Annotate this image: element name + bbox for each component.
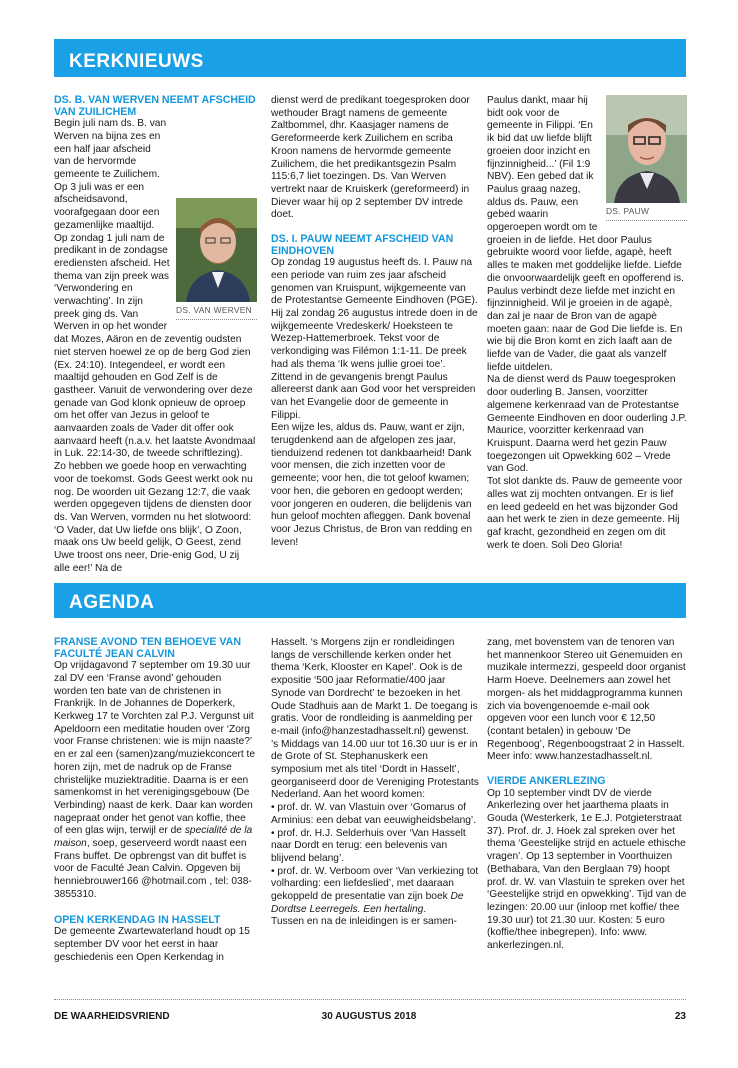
agenda-column-2 — [271, 637, 479, 929]
article-body: Een wijze les, aldus ds. Pauw, want er zijn, terugdenkend aan de afgelopen zes jaar, tienduizend redenen tot dankbaarheid! Dank voor mensen, die zich inzetten voor de gemeente; voor hen, die tot geloof kwamen; voor hen, die geboren en gedoopt werden; voor jongeren en ouderen, die belijdenis van hun geloof mochten afleggen. Dank bovenal voor Jezus Christus, de Bron van redding en leven! — [271, 422, 473, 548]
agenda-bullet — [271, 866, 479, 917]
agenda-body: Hasselt. ‘s Morgens zijn er rondleidingen langs de verschillende kerken onder het thema ‘Kerk, Klooster en Kapel’. Ook is de expositie ‘500 jaar Reformatie/400 jaar Synode van Dordrecht’ te bezoeken in het Oude Stadhuis aan de Markt 1. De toegang is gratis. Voor de rondleiding is aanmelding per e-mail (info@hanzestadhasselt.nl) gewenst. — [271, 637, 478, 737]
agenda-body: De gemeente Zwartewaterland houdt op 15 september DV voor het eerst in haar geschiedenis een Open Kerkendag in — [54, 926, 250, 963]
article-body: Begin juli nam ds. B. van Werven na bijna zes en een half jaar afscheid van de hervormde gemeente te Zuilichem. Op 3 juli was er een afscheidsavond, voorafgegaan door een gezamenlijke maaltijd. Op zondag 1 juli nam de predikant in de zondagse erediensten afscheid. Het thema van zijn preek was ‘Verwondering en verwachting’. In zijn preek ging ds. Van Werven in op het wonder dat Mozes, Aäron en de zeventig oudsten niet sterven hoewel ze op de berg God zien (Ex. 24:10). Integendeel, er wordt een maaltijd gehouden en God Zelf is de gastheer. Vanuit de verwondering over deze genade van God klonk opnieuw de oproep om het offer van Jezus in geloof te aanvaarden zoals de Vader dit offer ook aanvaard heeft (n.a.v. het laatste Avondmaal in Luk. 22:14-30, de tweede schriftlezing). Zo hebben we goede hoop en verwachting voor de toekomst. Gods Geest werkt ook nu nog. De woorden uit Gezang 12:7, die vaak werden opgegeven tijdens de diensten door ds. Van Werven, vormden nu het slotwoord: ‘O Vader, dat Uw liefde ons blijk’, O Zoon, maak ons Uw beeld gelijk, O Geest, zend Uwe troost ons neer, Drie-enig God, U zij alle eer!’ Na de — [54, 118, 256, 574]
text-run: • prof. dr. W. Verboom over ‘Van verkiezing tot volharding: een liefdeslied’, met daaraan gekoppeld de presentatie van zijn boek — [271, 865, 479, 903]
page-number: 23 — [674, 1011, 686, 1022]
text-run: Op vrijdagavond 7 september om 19.30 uur zal DV een ‘Franse avond’ gehouden worden ten bate van de christenen in Frankrijk. In de Johannes de Doperkerk, Kerkweg 17 te Vorchten zal P.J. Vergunst uit Apeldoorn een meditatie houden over ‘Zorg voor Franse christenen: wie is mijn naaste?’ en er zal een (samen)zang/muziekconcert te horen zijn, met de nadruk op de Franse christelijke muziektraditie. Daarna is er een samenkomst in het verenigingsgebouw (De Verbinding) naast de kerk. Daar kan worden nagepraat onder het genot van koffie, thee of een glas wijn, terwijl er de — [54, 660, 256, 837]
agenda-body: zang, met bovenstem van de tenoren van het mannenkoor Stereo uit Genemuiden en muzikale intermezzi, gespeeld door organist Harm Hoeve. Deelnemers aan zowel het morgen- als het middagprogramma kunnen zich via bovengenoemde e-mail ook opgeven voor een lunch voor € 12,50 (contant betalen) in gebouw ‘De Regenboog’, Regenboogstraat 2 in Hasselt. Meer info: www.hanzestadhasselt.nl. — [487, 637, 686, 763]
photo-caption: DS. PAUW — [606, 206, 687, 221]
agenda-column-3 — [487, 637, 687, 953]
text-run-italic: De Dordtse Leerregels. Een hertaling — [271, 891, 464, 915]
footer-date: 30 AUGUSTUS 2018 — [321, 1011, 417, 1022]
agenda-body: Tussen en na de inleidingen is er samen- — [271, 916, 457, 928]
agenda-body — [54, 660, 257, 901]
photo-van-werven — [176, 198, 257, 320]
agenda-headline: VIERDE ANKERLEZING — [487, 775, 606, 788]
text-run-italic: specialité de la maison — [54, 825, 253, 850]
article-headline: DS. I. PAUW NEEMT AFSCHEID VAN EINDHOVEN — [271, 233, 454, 257]
photo-caption: DS. VAN WERVEN — [176, 305, 257, 320]
footer-divider — [54, 999, 686, 1000]
agenda-headline: OPEN KERKENDAG IN HASSELT — [54, 913, 221, 926]
article-body: Tot slot dankte ds. Pauw de gemeente voor alles wat zij mochten ontvangen. Er is lief en leed gedeeld en het was bijzonder God aan het werk te zien in deze gemeente. Hij gaf kracht, gezondheid en zegen om dit werk te doen. Soli Deo Gloria! — [487, 476, 683, 551]
text-run: . — [423, 903, 427, 915]
section-title: KERKNIEUWS — [69, 51, 204, 72]
portrait-image — [176, 198, 257, 302]
agenda-headline: FRANSE AVOND TEN BEHOEVE VAN FACULTÉ JEAN CALVIN — [54, 636, 241, 660]
agenda-body: Op 10 september vindt DV de vierde Ankerlezing over het jaarthema plaats in Gouda (Westerkerk, 1e E.J. Potgieterstraat 37). Prof. dr. J. Hoek zal spreken over het thema ‘Geestelijke strijd en actuele ethische vragen’. Op 13 september in Voorthuizen (Bethabara, Van den Berglaan 79) hoopt prof. dr. W. van Vlastuin te spreken over het ‘Geestelijke strijd en opwekking’. Tijd van de lezingen: 20.00 uur (inloop met koffie/ thee 19.30 uur) tot 21.30 uur. Kosten: 5 euro (koffie/thee inbegrepen). Info: www. ankerlezingen.nl. — [487, 787, 687, 952]
article-column-3 — [487, 95, 687, 552]
footer-publication: DE WAARHEIDSVRIEND — [54, 1011, 170, 1022]
agenda-bullet: • prof. dr. W. van Vlastuin over ‘Gomarus of Arminius: een debat van eeuwigheidsbelang’. — [271, 802, 477, 826]
article-body: dienst werd de predikant toegesproken door wethouder Bragt namens de gemeente Zaltbommel, dhr. Kaasjager namens de Gereformeerde kerk Zuilichem en scriba Kroon namens de hervormde gemeente Zuilichem, die het predikantsgezin Psalm 115:6,7 liet toezingen. Ds. Van Werven vertrekt naar de Kruiskerk (gereformeerd) in Diever waar hij op 2 september DV intrede doet. — [271, 95, 470, 221]
portrait-image — [606, 95, 687, 203]
agenda-column-1 — [54, 637, 257, 964]
article-column-1 — [54, 95, 257, 576]
section-title: AGENDA — [69, 592, 155, 613]
article-body: Op zondag 19 augustus heeft ds. I. Pauw na een periode van ruim zes jaar afscheid genomen van Kruispunt, wijkgemeente van de Protestantse Gemeente Eindhoven (PGE). Hij zal zondag 26 augustus intrede doen in de wijkgemeente Vredeskerk/ Hoeksteen te Wezep-Hattemerbroek. Tekst voor de verkondiging was Filémon 1:1-11. De preek had als thema ‘Ik wens jullie groei toe’. Zittend in de gevangenis brengt Paulus allereerst dank aan God voor het verspreiden van het Evangelie door de gemeente in Filippi. — [271, 257, 478, 421]
article-column-2 — [271, 95, 479, 549]
photo-pauw — [606, 95, 687, 221]
agenda-body: ’s Middags van 14.00 uur tot 16.30 uur is er in de Grote of St. Stephanuskerk een symposium met als titel ‘Dordt in Hasselt’, georganiseerd door de Vereniging Protestants Nederland. Aan het woord komen: — [271, 738, 479, 801]
text-run: , soep, geserveerd wordt naast een Frans buffet. De opbrengst van dit buffet is voor de Faculté Jean Calvin. Opgeven bij henniebrouwer166 @hotmail.com , tel: 038-3855310. — [54, 838, 252, 900]
section-banner-kerknieuws — [54, 39, 686, 77]
agenda-bullet: • prof. dr. H.J. Selderhuis over ‘Van Hasselt naar Dordt en terug: een belevenis van blijvend belang’. — [271, 827, 466, 864]
article-headline: DS. B. VAN WERVEN NEEMT AFSCHEID VAN ZUILICHEM — [54, 94, 256, 118]
article-body: Paulus dankt, maar hij bidt ook voor de gemeente in Filippi. ‘En ik bid dat uw liefde blijft groeien door inzicht en fijnzinnigheid...’ (Fil 1:9 NBV). Een gebed dat ik Paulus graag nazeg, aldus ds. Pauw, een gebed waarin opgeroepen wordt om te groeien in de liefde. Het door Paulus gebruikte woord voor liefde, agapè, heeft alles te maken met goddelijke liefde. Liefde die onvoorwaardelijk geeft en opofferend is. Paulus verbindt deze liefde met inzicht en fijnzinnigheid. Wil je groeien in de agapè, dan zal je naar de Bron van de agapè moeten gaan: naar de God Die liefde is. En wie bij die Bron komt en zich laaft aan de liefde van de Vader, die gaat als vanzelf liefde uitdelen. — [487, 95, 684, 373]
section-banner-agenda — [54, 583, 686, 618]
article-body: Na de dienst werd ds Pauw toegesproken door ouderling B. Jansen, voorzitter algemene kerkenraad van de Protestantse Gemeente Eindhoven en door ouderling J.P. Maurice, voorzitter kerkenraad van Kruispunt. Daarna werd het gezin Pauw toegezongen uit Opwekking 602 – Vrede van God. — [487, 374, 687, 475]
